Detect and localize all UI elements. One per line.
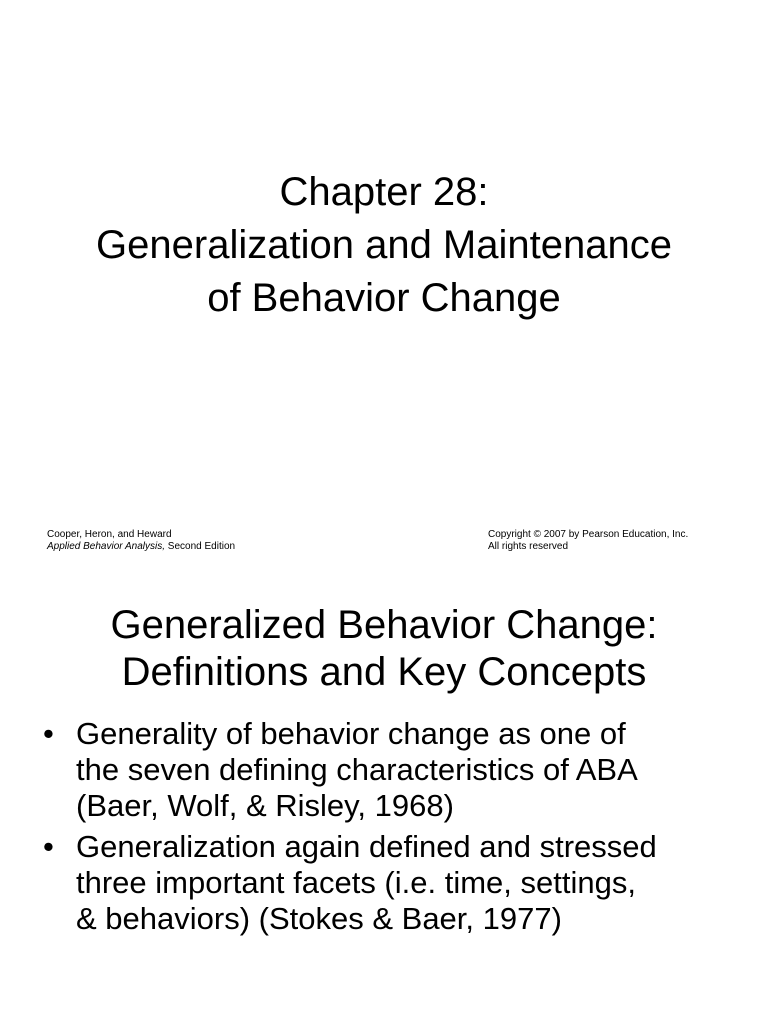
- bullet-text-line: the seven defining characteristics of ABA: [76, 752, 638, 787]
- chapter-title: [0, 166, 768, 325]
- footer-book-line: [47, 541, 235, 553]
- chapter-title-line: Generalization and Maintenance: [96, 223, 672, 267]
- bullet-text-line: (Baer, Wolf, & Risley, 1968): [76, 788, 454, 823]
- bullet-item: [43, 829, 743, 937]
- footer-copyright: [488, 529, 688, 553]
- bullet-text-line: Generality of behavior change as one of: [76, 716, 626, 751]
- chapter-title-line: Chapter 28:: [279, 170, 489, 214]
- bullet-icon: •: [43, 829, 54, 864]
- bullet-text-line: three important facets (i.e. time, settings,: [76, 865, 636, 900]
- bullet-text-line: Generalization again defined and stressed: [76, 829, 657, 864]
- slide-title-line: Definitions and Key Concepts: [121, 650, 647, 694]
- bullet-text-line: & behaviors) (Stokes & Baer, 1977): [76, 901, 562, 936]
- slide-title: [0, 602, 768, 696]
- bullet-icon: •: [43, 716, 54, 751]
- slide-2: [0, 576, 768, 1024]
- footer-authors: [47, 529, 235, 553]
- footer-authors-line: Cooper, Heron, and Heward: [47, 529, 172, 540]
- bullet-list: [43, 716, 743, 942]
- book-title: Applied Behavior Analysis,: [47, 541, 166, 552]
- copyright-line: Copyright © 2007 by Pearson Education, Inc.: [488, 529, 689, 540]
- slide-title-line: Generalized Behavior Change:: [110, 603, 658, 647]
- chapter-title-line: of Behavior Change: [207, 276, 561, 320]
- book-edition: Second Edition: [165, 541, 236, 552]
- rights-line: All rights reserved: [488, 541, 569, 552]
- bullet-item: [43, 716, 743, 824]
